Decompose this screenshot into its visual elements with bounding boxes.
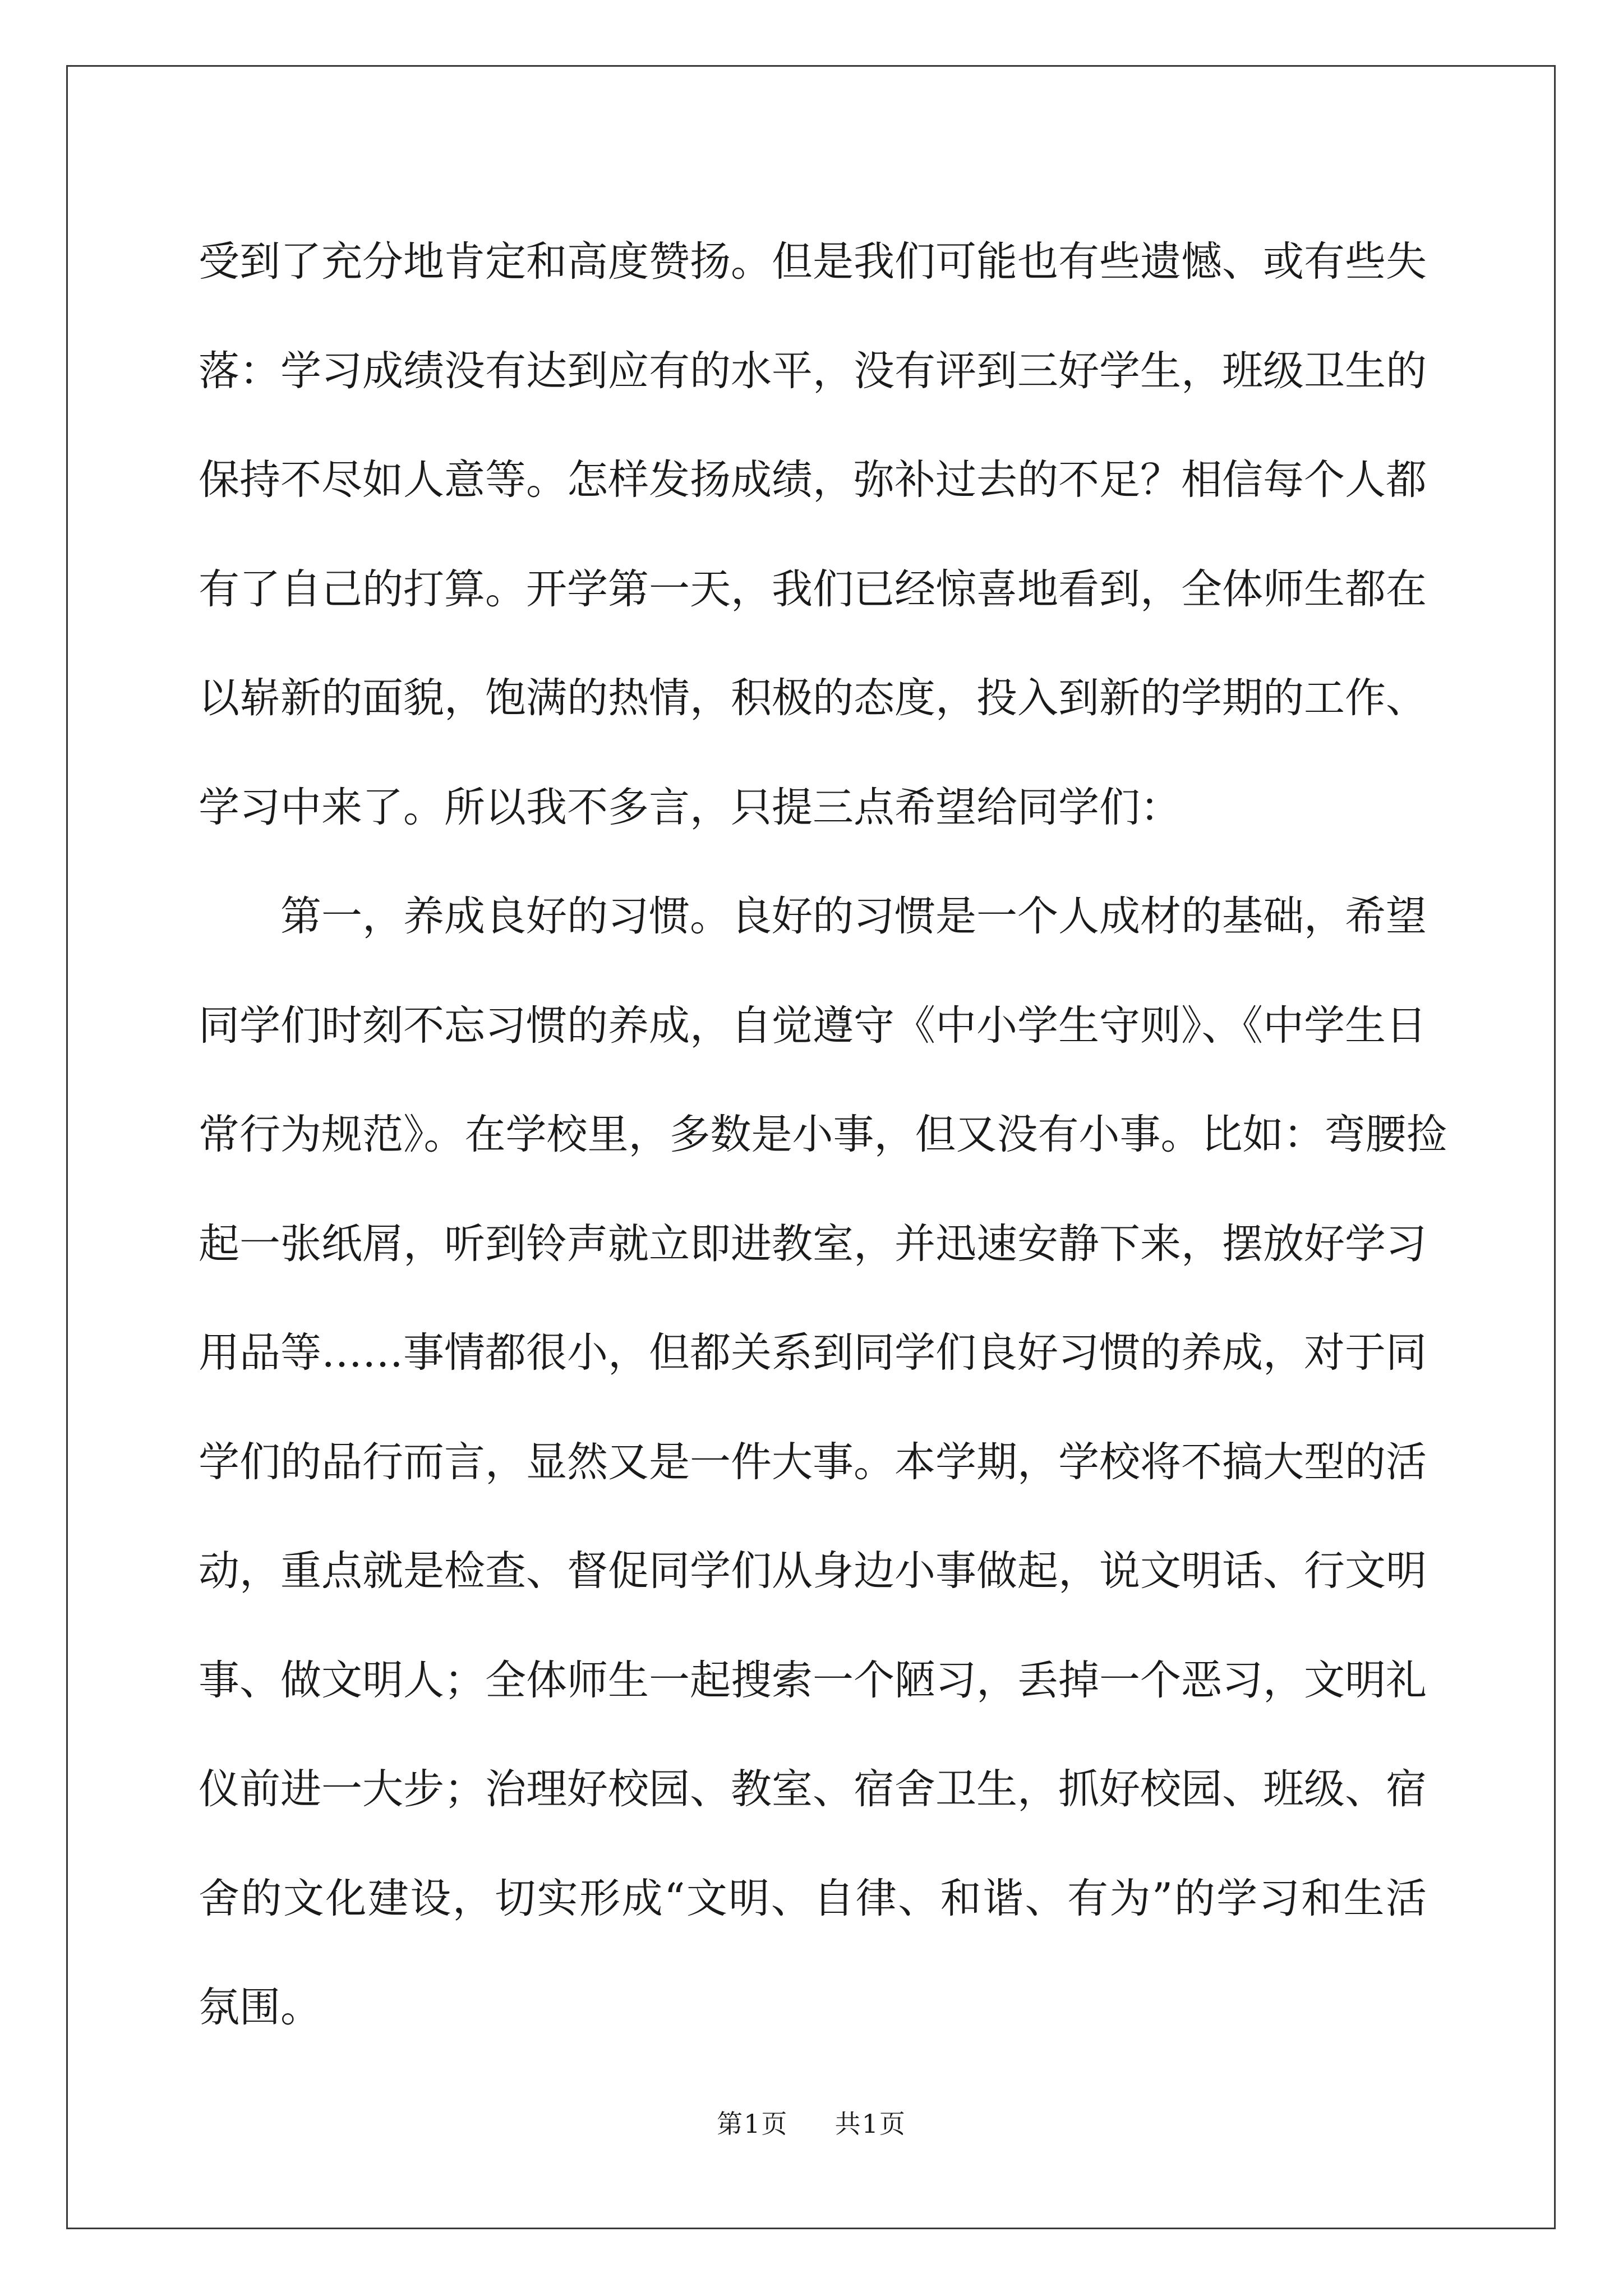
page-total: 共1页 — [834, 2109, 906, 2139]
text-line: 动，重点就是检查、督促同学们从身边小事做起，说文明话、行文明 — [199, 1547, 1427, 1595]
text-line: 氛围。 — [199, 1984, 321, 2031]
text-line: 保持不尽如人意等。怎样发扬成绩，弥补过去的不足？相信每个人都 — [199, 456, 1427, 504]
page-footer — [0, 2104, 1623, 2141]
text-line: 用品等……事情都很小，但都关系到同学们良好习惯的养成，对于同 — [199, 1329, 1427, 1377]
text-line: 学们的品行而言，显然又是一件大事。本学期，学校将不搞大型的活 — [199, 1438, 1427, 1486]
text-line: 起一张纸屑，听到铃声就立即进教室，并迅速安静下来，摆放好学习 — [199, 1220, 1427, 1268]
paragraph-first-line: 第一，养成良好的习惯。良好的习惯是一个人成材的基础，希望 — [280, 892, 1427, 940]
document-body — [199, 208, 1447, 2063]
text-line: 同学们时刻不忘习惯的养成，自觉遵守《中小学生守则》、《中学生日 — [199, 1001, 1427, 1050]
text-line: 以崭新的面貌，饱满的热情，积极的态度，投入到新的学期的工作、 — [199, 674, 1427, 722]
text-line: 舍的文化建设，切实形成“文明、自律、和谐、有为”的学习和生活 — [199, 1874, 1427, 1922]
text-line: 常行为规范》。在学校里，多数是小事，但又没有小事。比如：弯腰捡 — [199, 1111, 1447, 1158]
text-line: 学习中来了。所以我不多言，只提三点希望给同学们： — [199, 783, 1181, 831]
text-line: 事、做文明人；全体师生一起搜索一个陋习，丢掉一个恶习，文明礼 — [199, 1656, 1427, 1704]
page-number: 第1页 — [717, 2109, 789, 2139]
text-line: 受到了充分地肯定和高度赞扬。但是我们可能也有些遗憾、或有些失 — [199, 238, 1427, 286]
text-line: 有了自己的打算。开学第一天，我们已经惊喜地看到，全体师生都在 — [199, 565, 1427, 613]
text-line: 落：学习成绩没有达到应有的水平，没有评到三好学生，班级卫生的 — [199, 347, 1427, 395]
text-line: 仪前进一大步；治理好校园、教室、宿舍卫生，抓好校园、班级、宿 — [199, 1765, 1427, 1813]
